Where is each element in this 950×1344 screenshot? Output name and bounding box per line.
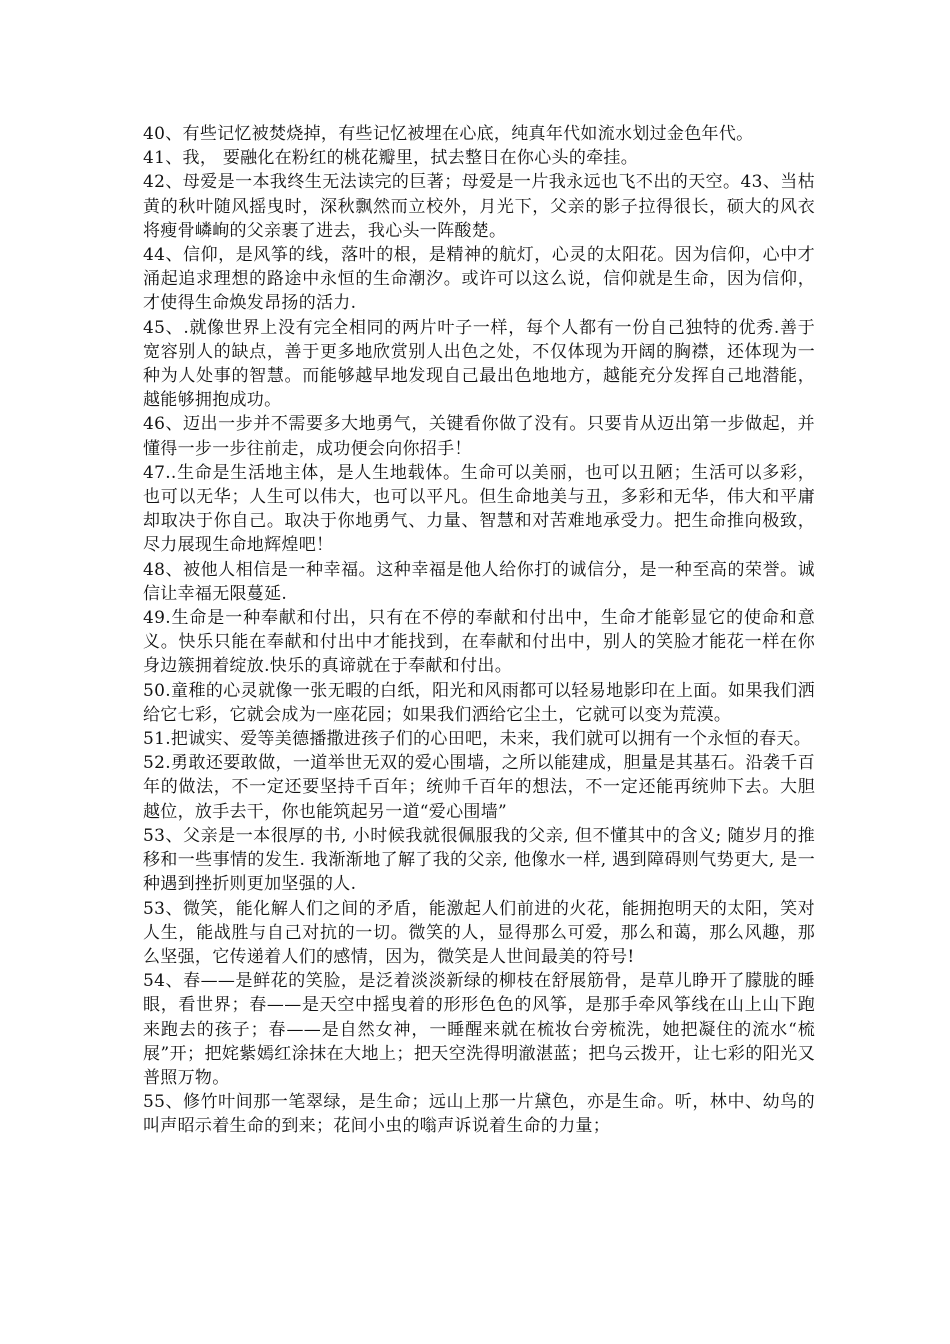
paragraph-54: 54、春——是鲜花的笑脸，是泛着淡淡新绿的柳枝在舒展筋骨，是草儿睁开了朦胧的睡眼，看世界；春——是天空中摇曳着的形形色色的风筝，是那手牵风筝线在山上山下跑来跑去的孩子；春——是自然女神，一睡醒来就在梳妆台旁梳洗，她把凝住的流水“梳展”开；把姹紫嫣红涂抹在大地上；把天空洗得明澈湛蓝；把乌云拨开，让七彩的阳光又普照万物。	[143, 971, 815, 1088]
paragraph-51: 51.把诚实、爱等美德播撒进孩子们的心田吧，未来，我们就可以拥有一个永恒的春天。	[143, 729, 812, 750]
paragraph-44: 44、信仰，是风筝的线，落叶的根，是精神的航灯，心灵的太阳花。因为信仰，心中才涌起追求理想的路途中永恒的生命潮汐。或许可以这么说，信仰就是生命，因为信仰，才使得生命焕发昂扬的活力.	[143, 245, 815, 314]
paragraph-47: 47..生命是生活地主体，是人生地载体。生命可以美丽，也可以丑陋；生活可以多彩，也可以无华；人生可以伟大，也可以平凡。但生命地美与丑，多彩和无华，伟大和平庸却取决于你自己。取决于你地勇气、力量、智慧和对苦难地承受力。把生命推向极致，尽力展现生命地辉煌吧！	[143, 462, 815, 556]
paragraph-49: 49.生命是一种奉献和付出，只有在不停的奉献和付出中，生命才能彰显它的使命和意义。快乐只能在奉献和付出中才能找到，在奉献和付出中，别人的笑脸才能花一样在你身边簇拥着绽放.快乐的真谛就在于奉献和付出。	[143, 608, 815, 677]
paragraph-41: 41、我， 要融化在粉红的桃花瓣里，拭去整日在你心头的牵挂。	[143, 148, 639, 169]
paragraph-55: 55、修竹叶间那一笔翠绿，是生命；远山上那一片黛色，亦是生命。听，林中、幼鸟的叫声昭示着生命的到来；花间小虫的嗡声诉说着生命的力量；	[143, 1092, 815, 1137]
paragraph-45: 45、.就像世界上没有完全相同的两片叶子一样，每个人都有一份自己独特的优秀.善于宽容别人的缺点，善于更多地欣赏别人出色之处，不仅体现为开阔的胸襟，还体现为一种为人处事的智慧。而能够越早地发现自己最出色地地方，越能充分发挥自己地潜能，越能够拥抱成功。	[143, 317, 815, 411]
paragraph-52: 52.勇敢还要敢做，一道举世无双的爱心围墙，之所以能建成，胆量是其基石。沿袭千百年的做法，不一定还要坚持千百年；统帅千百年的想法，不一定还能再统帅下去。大胆越位，放手去干，你也能筑起另一道“爱心围墙”	[143, 753, 815, 822]
paragraph-50: 50.童稚的心灵就像一张无暇的白纸，阳光和风雨都可以轻易地影印在上面。如果我们洒给它七彩，它就会成为一座花园；如果我们洒给它尘土，它就可以变为荒漠。	[143, 680, 815, 725]
paragraph-48: 48、被他人相信是一种幸福。这种幸福是他人给你打的诚信分，是一种至高的荣誉。诚信让幸福无限蔓延.	[143, 559, 815, 604]
paragraph-40: 40、有些记忆被焚烧掉，有些记忆被埋在心底，纯真年代如流水划过金色年代。	[143, 124, 754, 144]
paragraph-53-father: 53、父亲是一本很厚的书, 小时候我就很佩服我的父亲, 但不懂其中的含义; 随岁月的推移和一些事情的发生. 我渐渐地了解了我的父亲, 他像水一样, 遇到障碍则气势更大, 是一种遇到挫折则更加坚强的人.	[143, 825, 815, 895]
paragraph-46: 46、迈出一步并不需要多大地勇气，关键看你做了没有。只要肯从迈出第一步做起，并懂得一步一步往前走，成功便会向你招手！	[143, 414, 815, 459]
paragraph-53-smile: 53、微笑，能化解人们之间的矛盾，能激起人们前进的火花，能拥抱明天的太阳，笑对人生，能战胜与自己对抗的一切。微笑的人，显得那么可爱，那么和蔼，那么风趣，那么坚强，它传递着人们的感情，因为，微笑是人世间最美的符号!	[143, 898, 815, 967]
paragraph-42-43: 42、母爱是一本我终生无法读完的巨著；母爱是一片我永远也飞不出的天空。43、当枯黄的秋叶随风摇曳时，深秋飘然而立校外，月光下，父亲的影子拉得很长，硕大的风衣将瘦骨嶙峋的父亲裹了进去，我心头一阵酸楚。	[143, 172, 815, 241]
document-body	[143, 122, 815, 1139]
